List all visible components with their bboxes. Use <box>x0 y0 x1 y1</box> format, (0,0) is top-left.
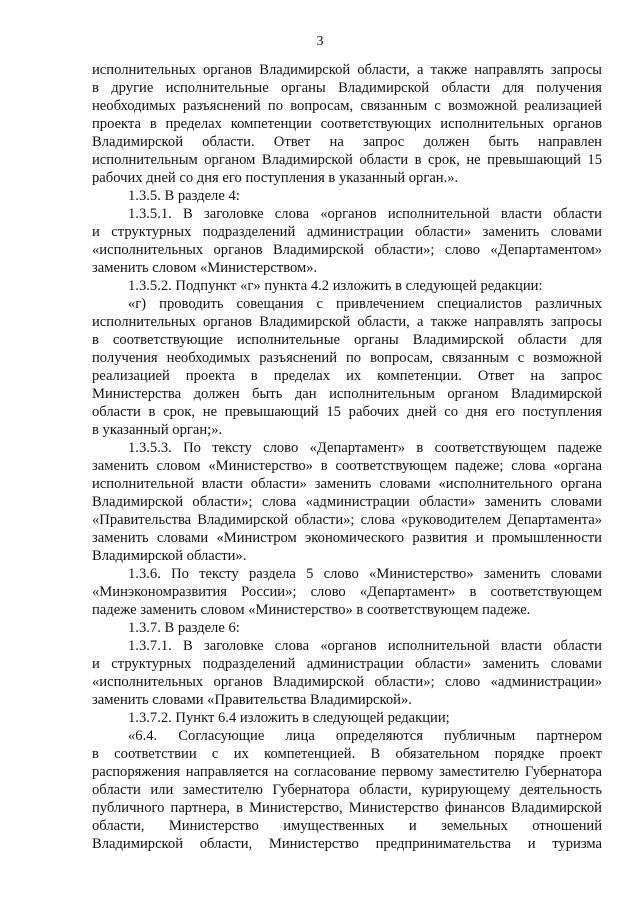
text-line: исполнительным органом Владимирской области в срок, не превышающий 15 <box>92 152 602 168</box>
page-number: 3 <box>316 34 324 49</box>
text-line: Владимирской области». <box>92 548 247 564</box>
text-line: области или заместителю Губернатора области, курирующему деятельность <box>92 782 602 798</box>
text-line: «Правительства Владимирской области»; слова «руководителем Департамента» <box>92 512 602 528</box>
text-line: исполнительных органов Владимирской области, а также направлять запросы <box>92 314 602 330</box>
text-line: заменить словами «Правительства Владимирской». <box>92 692 412 708</box>
text-line: публичного партнера, в Министерство, Министерство финансов Владимирской <box>92 800 602 816</box>
text-line: рабочих дней со дня его поступления в указанный орган.». <box>92 170 459 186</box>
text-line: реализацией проекта в пределах их компетенции. Ответ на запрос <box>92 368 602 384</box>
text-line: 1.3.5.2. Подпункт «г» пункта 4.2 изложить в следующей редакции: <box>128 278 543 294</box>
text-line: 1.3.5.3. По тексту слово «Департамент» в соответствующем падеже <box>128 440 602 456</box>
text-line: исполнительных органов Владимирской области, а также направлять запросы <box>92 62 602 78</box>
text-line: необходимых разъяснений по вопросам, связанным с возможной реализацией <box>92 98 602 114</box>
text-line: области, Министерство имущественных и земельных отношений <box>92 818 602 834</box>
text-line: в другие исполнительные органы Владимирской области для получения <box>92 80 602 96</box>
text-line: Владимирской области, Министерство предпринимательства и туризма <box>92 836 602 852</box>
text-line: «исполнительных органов Владимирской области»; слово «Департаментом» <box>92 242 602 258</box>
text-line: и структурных подразделений администрации области» заменить словами <box>92 224 602 240</box>
text-line: падеже заменить словом «Министерство» в соответствующем падеже. <box>92 602 531 618</box>
text-line: «Минэкономразвития России»; слово «Департамент» в соответствующем <box>92 584 602 600</box>
text-line: 1.3.7. В разделе 6: <box>128 620 240 636</box>
text-line: исполнительной власти области» заменить словами «исполнительного органа <box>92 476 602 492</box>
text-line: 1.3.5. В разделе 4: <box>128 188 240 204</box>
text-line: распоряжения направляется на согласование первому заместителю Губернатора <box>92 764 602 780</box>
text-line: в соответствии с их компетенцией. В обязательном порядке проект <box>92 746 602 762</box>
text-line: Владимирской области»; слова «администрации области» заменить словами <box>92 494 602 510</box>
text-line: проекта в пределах компетенции соответствующих исполнительных органов <box>92 116 602 132</box>
text-line: заменить словом «Министерством». <box>92 260 318 276</box>
text-line: «г) проводить совещания с привлечением специалистов различных <box>128 296 602 312</box>
text-line: Владимирской области. Ответ на запрос должен быть направлен <box>92 134 602 150</box>
text-line: 1.3.7.1. В заголовке слова «органов исполнительной власти области <box>128 638 602 654</box>
text-line: 1.3.6. По тексту раздела 5 слово «Министерство» заменить словами <box>128 566 602 582</box>
text-line: Министерства должен быть дан исполнительным органом Владимирской <box>92 386 602 402</box>
text-line: в соответствующие исполнительные органы Владимирской области для <box>92 332 602 348</box>
text-line: 1.3.7.2. Пункт 6.4 изложить в следующей редакции; <box>128 710 450 726</box>
text-line: заменить словом «Министерство» в соответствующем падеже; слова «органа <box>92 458 602 474</box>
text-line: «6.4. Согласующие лица определяются публичным партнером <box>128 728 602 744</box>
document-body <box>92 61 602 853</box>
text-line: и структурных подразделений администрации области» заменить словами <box>92 656 602 672</box>
text-line: 1.3.5.1. В заголовке слова «органов исполнительной власти области <box>128 206 602 222</box>
text-line: получения необходимых разъяснений по вопросам, связанным с возможной <box>92 350 602 366</box>
text-line: в указанный орган;». <box>92 422 223 438</box>
text-line: заменить словами «Министром экономического развития и промышленности <box>92 530 602 546</box>
text-line: «исполнительных органов Владимирской области»; слово «администрации» <box>92 674 602 690</box>
text-line: области в срок, не превышающий 15 рабочих дней со дня его поступления <box>92 404 602 420</box>
